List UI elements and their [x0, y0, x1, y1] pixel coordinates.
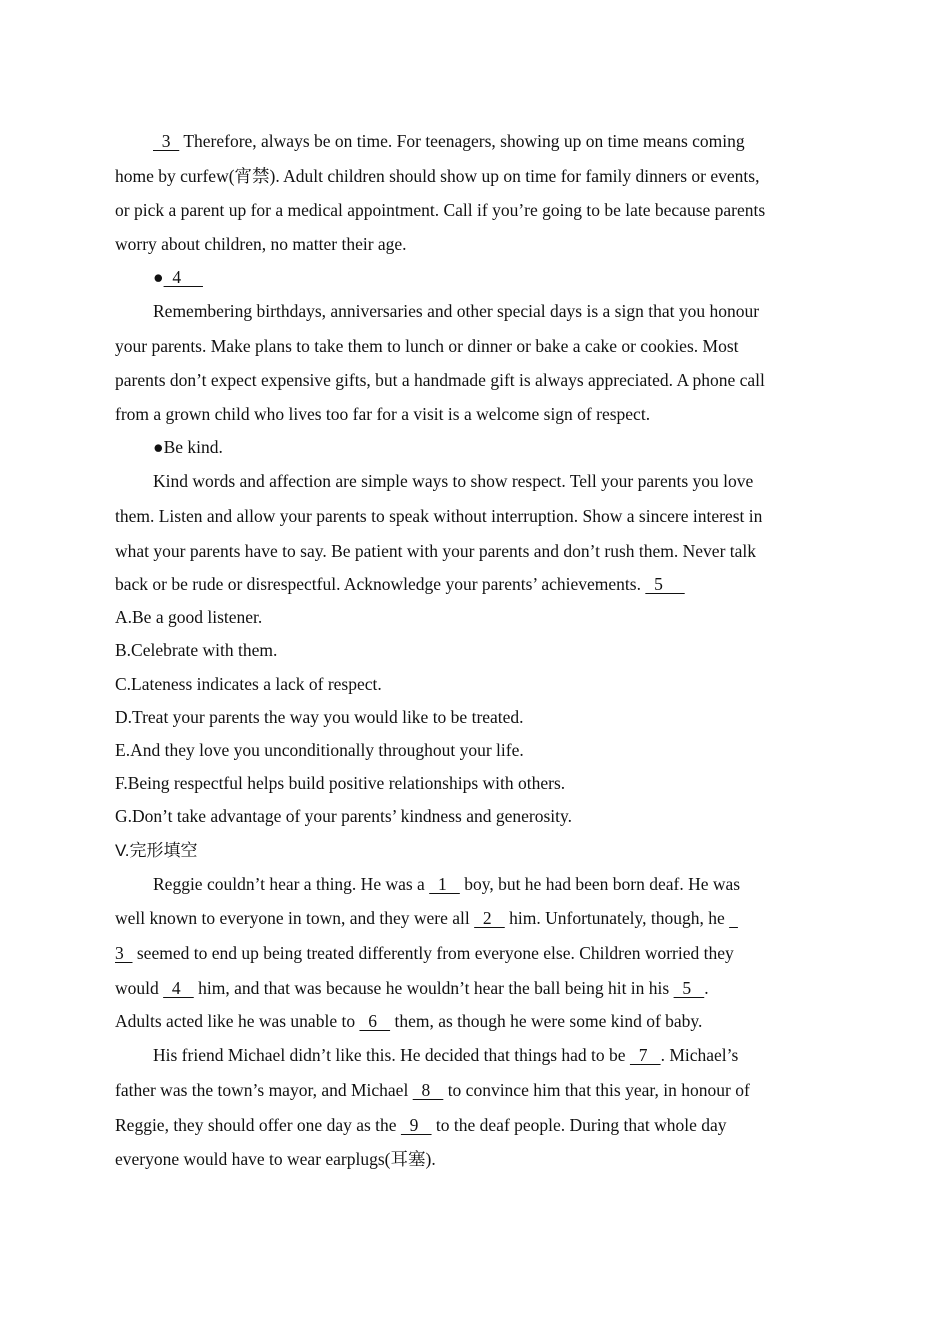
cloze-text: would [115, 977, 164, 998]
cloze-line [115, 936, 837, 971]
cloze-line [115, 867, 837, 902]
cloze-text: well known to everyone in town, and they were all [115, 908, 475, 929]
cloze-text: him. Unfortunately, though, he [504, 908, 730, 929]
cloze-line [115, 901, 837, 936]
option-e: E.And they love you unconditionally throughout your life. [115, 740, 524, 761]
cloze-text: to the deaf people. During that whole day [431, 1114, 727, 1135]
option-f: F.Being respectful helps build positive relationships with others. [115, 773, 566, 794]
option-g: G.Don’t take advantage of your parents’ kindness and generosity. [115, 806, 572, 827]
cloze-text: to convince him that this year, in honour of [443, 1079, 750, 1100]
paragraph-line: your parents. Make plans to take them to lunch or dinner or bake a cake or cookies. Most [115, 335, 739, 356]
cloze-blank-5[interactable]: 5 [673, 977, 705, 998]
cloze-text: Adults acted like he was unable to [115, 1011, 360, 1032]
paragraph-line [115, 568, 837, 601]
paragraph-line: Kind words and affection are simple ways to show respect. Tell your parents you love [153, 471, 754, 492]
cloze-line [115, 1108, 837, 1143]
heading-text: Be kind. [163, 437, 223, 458]
cloze-text: Reggie, they should offer one day as the [115, 1114, 401, 1135]
paragraph-line: or pick a parent up for a medical appointment. Call if you’re going to be late because parents [115, 200, 766, 221]
cloze-blank-9[interactable]: 9 [400, 1114, 432, 1135]
option-d: D.Treat your parents the way you would like to be treated. [115, 706, 524, 727]
cloze-text: father was the town’s mayor, and Michael [115, 1079, 413, 1100]
cloze-blank-7[interactable]: 7 [629, 1045, 661, 1066]
answer-blank-5[interactable]: 5 [645, 574, 685, 595]
paragraph-line: what your parents have to say. Be patient with your parents and don’t rush them. Never talk [115, 540, 757, 561]
bullet-icon: ● [153, 437, 164, 458]
cloze-blank-3-start[interactable] [729, 908, 738, 928]
passage-text: back or be rude or disrespectful. Acknowledge your parents’ achievements. [115, 574, 641, 595]
heading-blank-4 [115, 261, 837, 294]
option-c: C.Lateness indicates a lack of respect. [115, 673, 382, 694]
answer-blank-3[interactable]: 3 [153, 131, 180, 151]
cloze-line [115, 1005, 837, 1038]
cloze-text: him, and that was because he wouldn’t hear the ball being hit in his [193, 977, 674, 998]
paragraph-line [115, 124, 837, 159]
cloze-blank-2[interactable]: 2 [474, 908, 505, 929]
answer-blank-4[interactable]: 4 [163, 266, 203, 287]
cloze-blank-4[interactable]: 4 [163, 977, 194, 998]
cloze-line [115, 971, 837, 1006]
passage-text: Therefore, always be on time. For teenagers, showing up on time means coming [183, 131, 745, 151]
cloze-text: His friend Michael didn’t like this. He decided that things had to be [153, 1045, 630, 1066]
section-title: V.完形填空 [115, 840, 198, 860]
cloze-blank-8[interactable]: 8 [412, 1079, 444, 1100]
cloze-text: boy, but he had been born deaf. He was [459, 873, 741, 894]
cloze-blank-1[interactable]: 1 [429, 873, 460, 894]
cloze-line [115, 1038, 837, 1073]
paragraph-line: them. Listen and allow your parents to speak without interruption. Show a sincere interest in [115, 505, 763, 526]
cloze-text: . Michael’s [660, 1045, 739, 1066]
cloze-blank-6[interactable]: 6 [359, 1011, 391, 1032]
document-page [115, 124, 837, 1177]
paragraph-line: parents don’t expect expensive gifts, but a handmade gift is always appreciated. A phone call [115, 370, 765, 391]
cloze-line: everyone would have to wear earplugs(耳塞). [115, 1149, 436, 1170]
cloze-text: . [704, 977, 709, 998]
cloze-text: them, as though he were some kind of baby. [390, 1011, 703, 1032]
paragraph-line: home by curfew(宵禁). Adult children should show up on time for family dinners or events, [115, 165, 760, 186]
cloze-text: seemed to end up being treated differently from everyone else. Children worried they [132, 942, 734, 963]
cloze-blank-3[interactable]: 3 [115, 942, 133, 963]
heading-be-kind [115, 431, 837, 464]
paragraph-line: worry about children, no matter their age. [115, 233, 407, 254]
cloze-text: Reggie couldn’t hear a thing. He was a [153, 873, 430, 894]
option-a: A.Be a good listener. [115, 607, 263, 628]
option-b: B.Celebrate with them. [115, 640, 278, 661]
paragraph-line: Remembering birthdays, anniversaries and other special days is a sign that you honour [153, 301, 760, 322]
bullet-icon: ● [153, 266, 164, 287]
cloze-line [115, 1073, 837, 1108]
paragraph-line: from a grown child who lives too far for a visit is a welcome sign of respect. [115, 403, 651, 424]
